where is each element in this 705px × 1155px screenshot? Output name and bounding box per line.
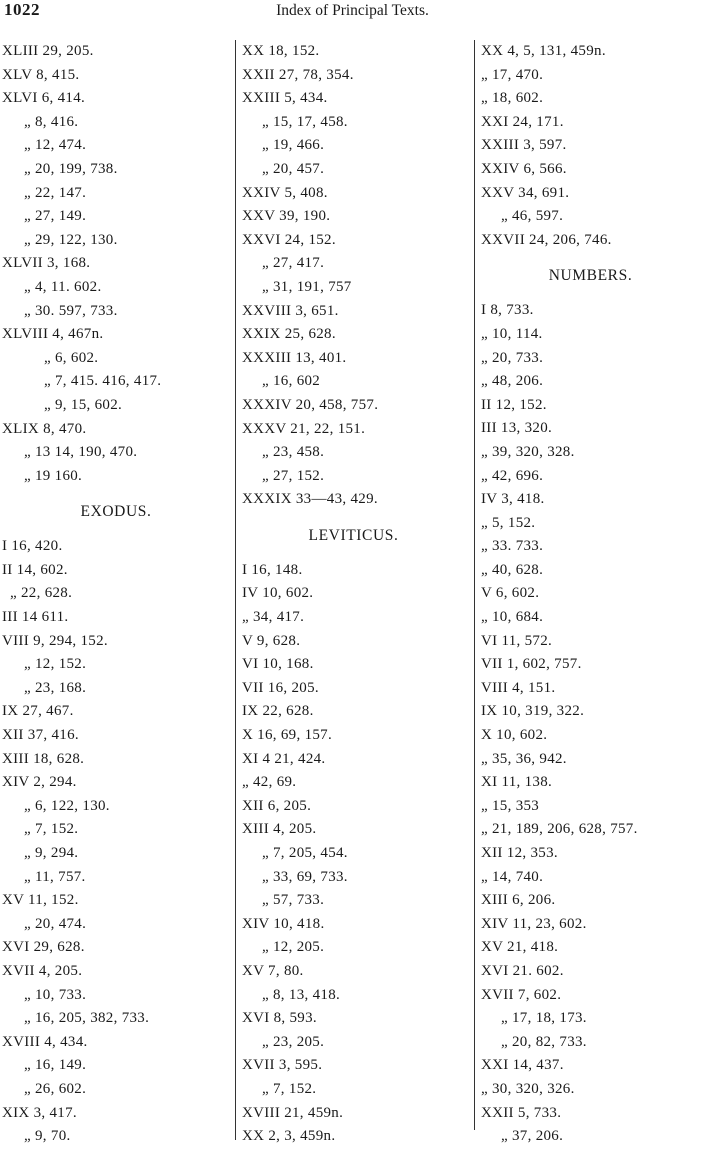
index-subentry: „ 7, 152. xyxy=(24,821,79,838)
index-subentry: „ 11, 757. xyxy=(24,868,86,885)
index-entry: XXV 34, 691. xyxy=(481,184,570,201)
index-entry: XXII 5, 733. xyxy=(481,1104,562,1121)
index-entry: XVI 29, 628. xyxy=(2,939,85,956)
index-subentry: „ 17, 18, 173. xyxy=(501,1010,587,1027)
index-entry: XXV 39, 190. xyxy=(242,208,331,225)
index-subentry: „ 20, 474. xyxy=(24,915,87,932)
index-entry: XXI 24, 171. xyxy=(481,113,564,130)
index-column-3 xyxy=(474,40,705,1145)
index-entry: XIX 3, 417. xyxy=(2,1104,77,1121)
index-entry: XIV 11, 23, 602. xyxy=(481,915,587,932)
index-subentry: „ 20, 199, 738. xyxy=(24,160,118,177)
section-heading: LEVITICUS. xyxy=(308,526,399,544)
index-entry: I 16, 420. xyxy=(2,538,63,555)
index-entry: II 12, 152. xyxy=(481,396,547,413)
index-entry: XX 2, 3, 459n. xyxy=(242,1128,336,1145)
index-entry: XLIX 8, 470. xyxy=(2,420,87,437)
index-entry: III 13, 320. xyxy=(481,420,553,437)
index-entry: XXXIV 20, 458, 757. xyxy=(242,396,379,413)
index-subentry: „ 39, 320, 328. xyxy=(481,443,575,460)
index-subentry: „ 12, 474. xyxy=(24,137,87,154)
index-entry: XXIV 5, 408. xyxy=(242,184,328,201)
page-number: 1022 xyxy=(4,0,40,19)
index-subentry: „ 27, 149. xyxy=(24,208,87,225)
index-entry: „ 10, 684. xyxy=(481,609,544,626)
index-entry: X 16, 69, 157. xyxy=(242,727,333,744)
index-entry: „ 48, 206. xyxy=(481,373,544,390)
index-subentry: „ 17, 470. xyxy=(481,66,544,83)
index-subentry: „ 30. 597, 733. xyxy=(24,302,118,319)
index-entry: XXIII 3, 597. xyxy=(481,137,567,154)
index-entry: IX 10, 319, 322. xyxy=(481,703,585,720)
index-subentry: „ 9, 70. xyxy=(24,1128,71,1145)
index-entry: XXIX 25, 628. xyxy=(242,326,336,343)
index-entry: XVIII 4, 434. xyxy=(2,1033,88,1050)
index-entry: XLVII 3, 168. xyxy=(2,255,91,272)
index-subentry: „ 46, 597. xyxy=(501,208,564,225)
index-subentry: „ 30, 320, 326. xyxy=(481,1080,575,1097)
index-entry: XIII 4, 205. xyxy=(242,821,317,838)
index-subentry: „ 9, 15, 602. xyxy=(44,396,123,413)
index-subentry: „ 34, 417. xyxy=(242,609,305,626)
index-subentry: „ 19 160. xyxy=(24,467,83,484)
index-subentry: „ 12, 152. xyxy=(24,656,87,673)
index-subentry: „ 6, 602. xyxy=(44,349,99,366)
index-entry: I 16, 148. xyxy=(242,561,303,578)
index-entry: XXVIII 3, 651. xyxy=(242,302,339,319)
index-entry: V 6, 602. xyxy=(481,585,540,602)
index-subentry: „ 29, 122, 130. xyxy=(24,231,118,248)
index-entry: XXVI 24, 152. xyxy=(242,231,336,248)
index-entry: XX 4, 5, 131, 459n. xyxy=(481,43,606,59)
index-entry: XLIII 29, 205. xyxy=(2,43,94,59)
index-column-1 xyxy=(2,40,230,1149)
index-subentry: „ 7, 152. xyxy=(262,1080,317,1097)
index-entry: XII 6, 205. xyxy=(242,797,312,814)
index-subentry: „ 7, 205, 454. xyxy=(262,845,348,861)
index-entry: XIII 6, 206. xyxy=(481,892,556,909)
index-subentry: „ 40, 628. xyxy=(481,561,544,578)
index-subentry: „ 37, 206. xyxy=(501,1128,564,1145)
index-subentry: „ 33. 733. xyxy=(481,538,544,555)
index-entry: XXVII 24, 206, 746. xyxy=(481,231,612,248)
index-subentry: „ 27, 152. xyxy=(262,467,325,484)
index-entry: XXI 14, 437. xyxy=(481,1057,564,1074)
index-subentry: „ 13 14, 190, 470. xyxy=(24,444,138,461)
index-subentry: „ 9, 294. xyxy=(24,845,79,861)
index-subentry: „ 42, 69. xyxy=(242,774,297,791)
index-entry: XII 12, 353. xyxy=(481,845,558,861)
index-subentry: „ 19, 466. xyxy=(262,137,325,154)
index-entry: XV 21, 418. xyxy=(481,939,559,956)
index-entry: V 9, 628. xyxy=(242,632,301,649)
index-entry: X 10, 602. xyxy=(481,727,548,744)
index-entry: „ 10, 114. xyxy=(481,325,543,342)
index-entry: IV 3, 418. xyxy=(481,491,545,508)
index-entry: XXXIX 33—43, 429. xyxy=(242,491,378,508)
index-subentry: „ 23, 205. xyxy=(262,1033,325,1050)
index-entry: VI 10, 168. xyxy=(242,656,314,673)
index-subentry: „ 20, 82, 733. xyxy=(501,1033,587,1050)
index-entry: XLV 8, 415. xyxy=(2,66,80,83)
index-column-2 xyxy=(235,40,471,1145)
index-subentry: „ 16, 602 xyxy=(262,373,321,390)
index-entry: „ 20, 733. xyxy=(481,349,544,366)
index-subentry: „ 27, 417. xyxy=(262,255,325,272)
index-entry: XVII 3, 595. xyxy=(242,1057,323,1074)
index-entry: VII 16, 205. xyxy=(242,679,319,696)
index-entry: XI 11, 138. xyxy=(481,774,553,791)
index-entry: XVI 21. 602. xyxy=(481,962,564,979)
index-subentry: „ 10, 733. xyxy=(24,986,87,1003)
index-subentry: „ 7, 415. 416, 417. xyxy=(44,373,162,390)
index-entry: XXXIII 13, 401. xyxy=(242,349,347,366)
index-entry: VIII 9, 294, 152. xyxy=(2,632,108,649)
index-entry: XXIV 6, 566. xyxy=(481,160,567,177)
index-entry: XVI 8, 593. xyxy=(242,1010,317,1027)
index-entry: XV 7, 80. xyxy=(242,962,304,979)
index-subentry: „ 22, 628. xyxy=(10,585,73,602)
index-entry: I 8, 733. xyxy=(481,302,534,319)
running-title: Index of Principal Texts. xyxy=(276,2,429,19)
index-entry: IX 22, 628. xyxy=(242,703,314,720)
index-entry: XII 37, 416. xyxy=(2,727,79,744)
index-subentry: „ 6, 122, 130. xyxy=(24,797,110,814)
index-entry: XXIII 5, 434. xyxy=(242,90,328,107)
index-entry: III 14 611. xyxy=(2,609,69,626)
index-entry: „ 35, 36, 942. xyxy=(481,750,567,767)
index-subentry: „ 8, 416. xyxy=(24,113,79,130)
index-entry: VI 11, 572. xyxy=(481,632,553,649)
index-subentry: „ 57, 733. xyxy=(262,892,325,909)
index-subentry: „ 14, 740. xyxy=(481,868,544,885)
index-entry: XIII 18, 628. xyxy=(2,750,85,767)
index-entry: XI 4 21, 424. xyxy=(242,750,326,767)
index-entry: XVII 7, 602. xyxy=(481,986,562,1003)
section-heading: EXODUS. xyxy=(80,503,152,521)
index-subentry: „ 12, 205. xyxy=(262,939,325,956)
index-subentry: „ 26, 602. xyxy=(24,1080,87,1097)
index-entry: XV 11, 152. xyxy=(2,892,79,909)
index-subentry: „ 42, 696. xyxy=(481,467,544,484)
index-entry: XX 18, 152. xyxy=(242,43,320,59)
index-subentry: „ 31, 191, 757 xyxy=(262,278,352,295)
index-subentry: „ 22, 147. xyxy=(24,184,87,201)
index-entry: XXXV 21, 22, 151. xyxy=(242,420,366,437)
index-subentry: „ 15, 353 xyxy=(481,797,540,814)
section-heading: NUMBERS. xyxy=(548,267,633,285)
index-subentry: „ 21, 189, 206, 628, 757. xyxy=(481,821,638,838)
index-entry: XXII 27, 78, 354. xyxy=(242,66,354,83)
index-subentry: „ 8, 13, 418. xyxy=(262,986,341,1003)
index-subentry: „ 18, 602. xyxy=(481,90,544,107)
index-entry: XVIII 21, 459n. xyxy=(242,1104,344,1121)
index-entry: VII 1, 602, 757. xyxy=(481,656,582,673)
index-entry: IV 10, 602. xyxy=(242,585,314,602)
index-subentry: „ 20, 457. xyxy=(262,160,325,177)
index-subentry: „ 16, 149. xyxy=(24,1057,87,1074)
index-entry: XIV 10, 418. xyxy=(242,915,325,932)
index-subentry: „ 33, 69, 733. xyxy=(262,868,348,885)
index-entry: XLVI 6, 414. xyxy=(2,90,86,107)
index-entry: II 14, 602. xyxy=(2,561,68,578)
index-subentry: „ 23, 458. xyxy=(262,444,325,461)
index-entry: XLVIII 4, 467n. xyxy=(2,326,104,343)
index-entry: VIII 4, 151. xyxy=(481,679,556,696)
index-entry: XVII 4, 205. xyxy=(2,962,83,979)
index-subentry: „ 23, 168. xyxy=(24,679,87,696)
index-subentry: „ 16, 205, 382, 733. xyxy=(24,1010,150,1027)
index-entry: IX 27, 467. xyxy=(2,703,74,720)
index-subentry: „ 4, 11. 602. xyxy=(24,278,102,295)
index-entry: XIV 2, 294. xyxy=(2,774,77,791)
index-subentry: „ 15, 17, 458. xyxy=(262,113,348,130)
index-subentry: „ 5, 152. xyxy=(481,514,536,531)
